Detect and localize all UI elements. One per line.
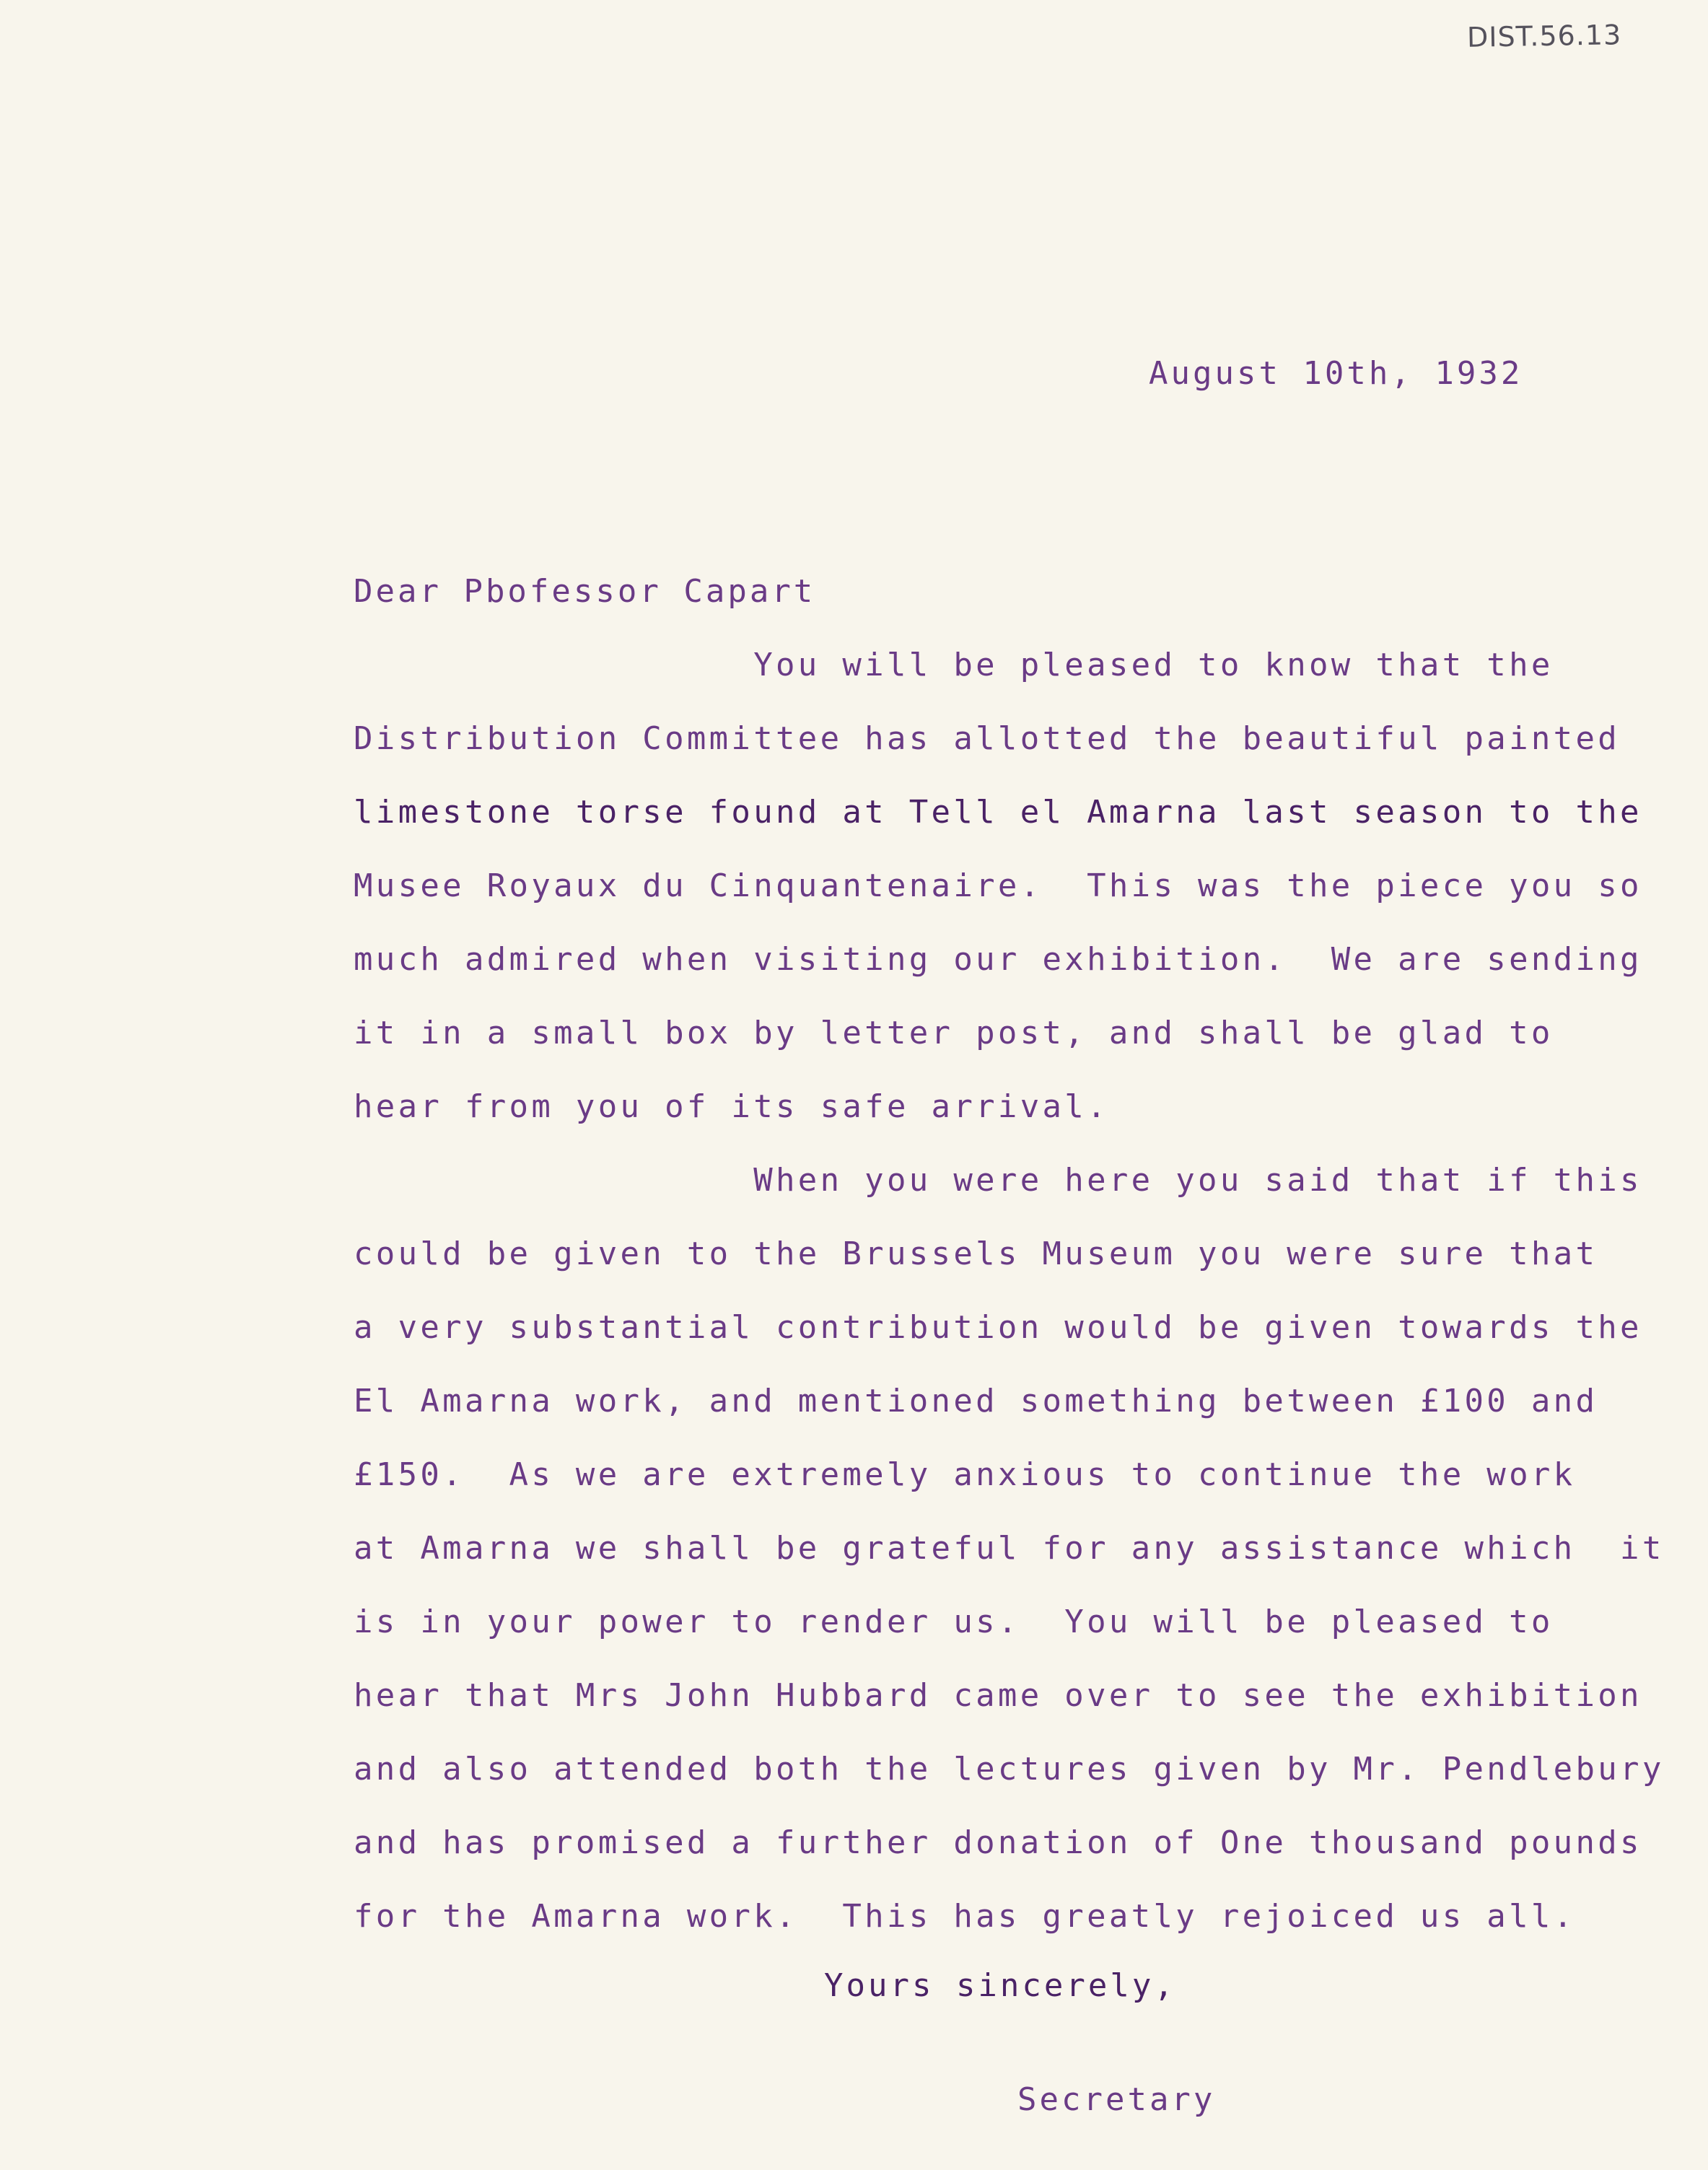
body-line: much admired when visiting our exhibition. We are sending (354, 941, 1642, 978)
body-line: a very substantial contribution would be given towards the (354, 1309, 1642, 1346)
body-line: hear that Mrs John Hubbard came over to see the exhibition (354, 1677, 1642, 1714)
body-line: is in your power to render us. You will be pleased to (354, 1604, 1554, 1640)
body-line: hear from you of its safe arrival. (354, 1088, 1109, 1125)
body-line: When you were here you said that if this (354, 1162, 1642, 1199)
signature: Secretary (1017, 2081, 1216, 2118)
body-line: and has promised a further donation of One thousand pounds (354, 1824, 1642, 1861)
body-line: £150. As we are extremely anxious to continue the work (354, 1456, 1576, 1493)
body-line: Musee Royaux du Cinquantenaire. This was the piece you so (354, 867, 1642, 904)
closing: Yours sincerely, (824, 1967, 1176, 2004)
body-line: You will be pleased to know that the (354, 647, 1554, 683)
body-line: El Amarna work, and mentioned something between £100 and (354, 1383, 1598, 1419)
archive-reference: DIST.56.13 (1466, 19, 1622, 53)
body-line: for the Amarna work. This has greatly rejoiced us all. (354, 1898, 1576, 1935)
body-line: Distribution Committee has allotted the beautiful painted (354, 720, 1621, 757)
body-line: could be given to the Brussels Museum you were sure that (354, 1235, 1598, 1272)
letter-date: August 10th, 1932 (1149, 355, 1523, 392)
body-line: limestone torse found at Tell el Amarna last season to the (354, 794, 1642, 831)
body-line: it in a small box by letter post, and shall be glad to (354, 1015, 1554, 1051)
body-line: and also attended both the lectures given by Mr. Pendlebury (354, 1751, 1665, 1788)
body-line: at Amarna we shall be grateful for any assistance which it (354, 1530, 1665, 1567)
salutation: Dear Pbofessor Capart (354, 573, 816, 610)
